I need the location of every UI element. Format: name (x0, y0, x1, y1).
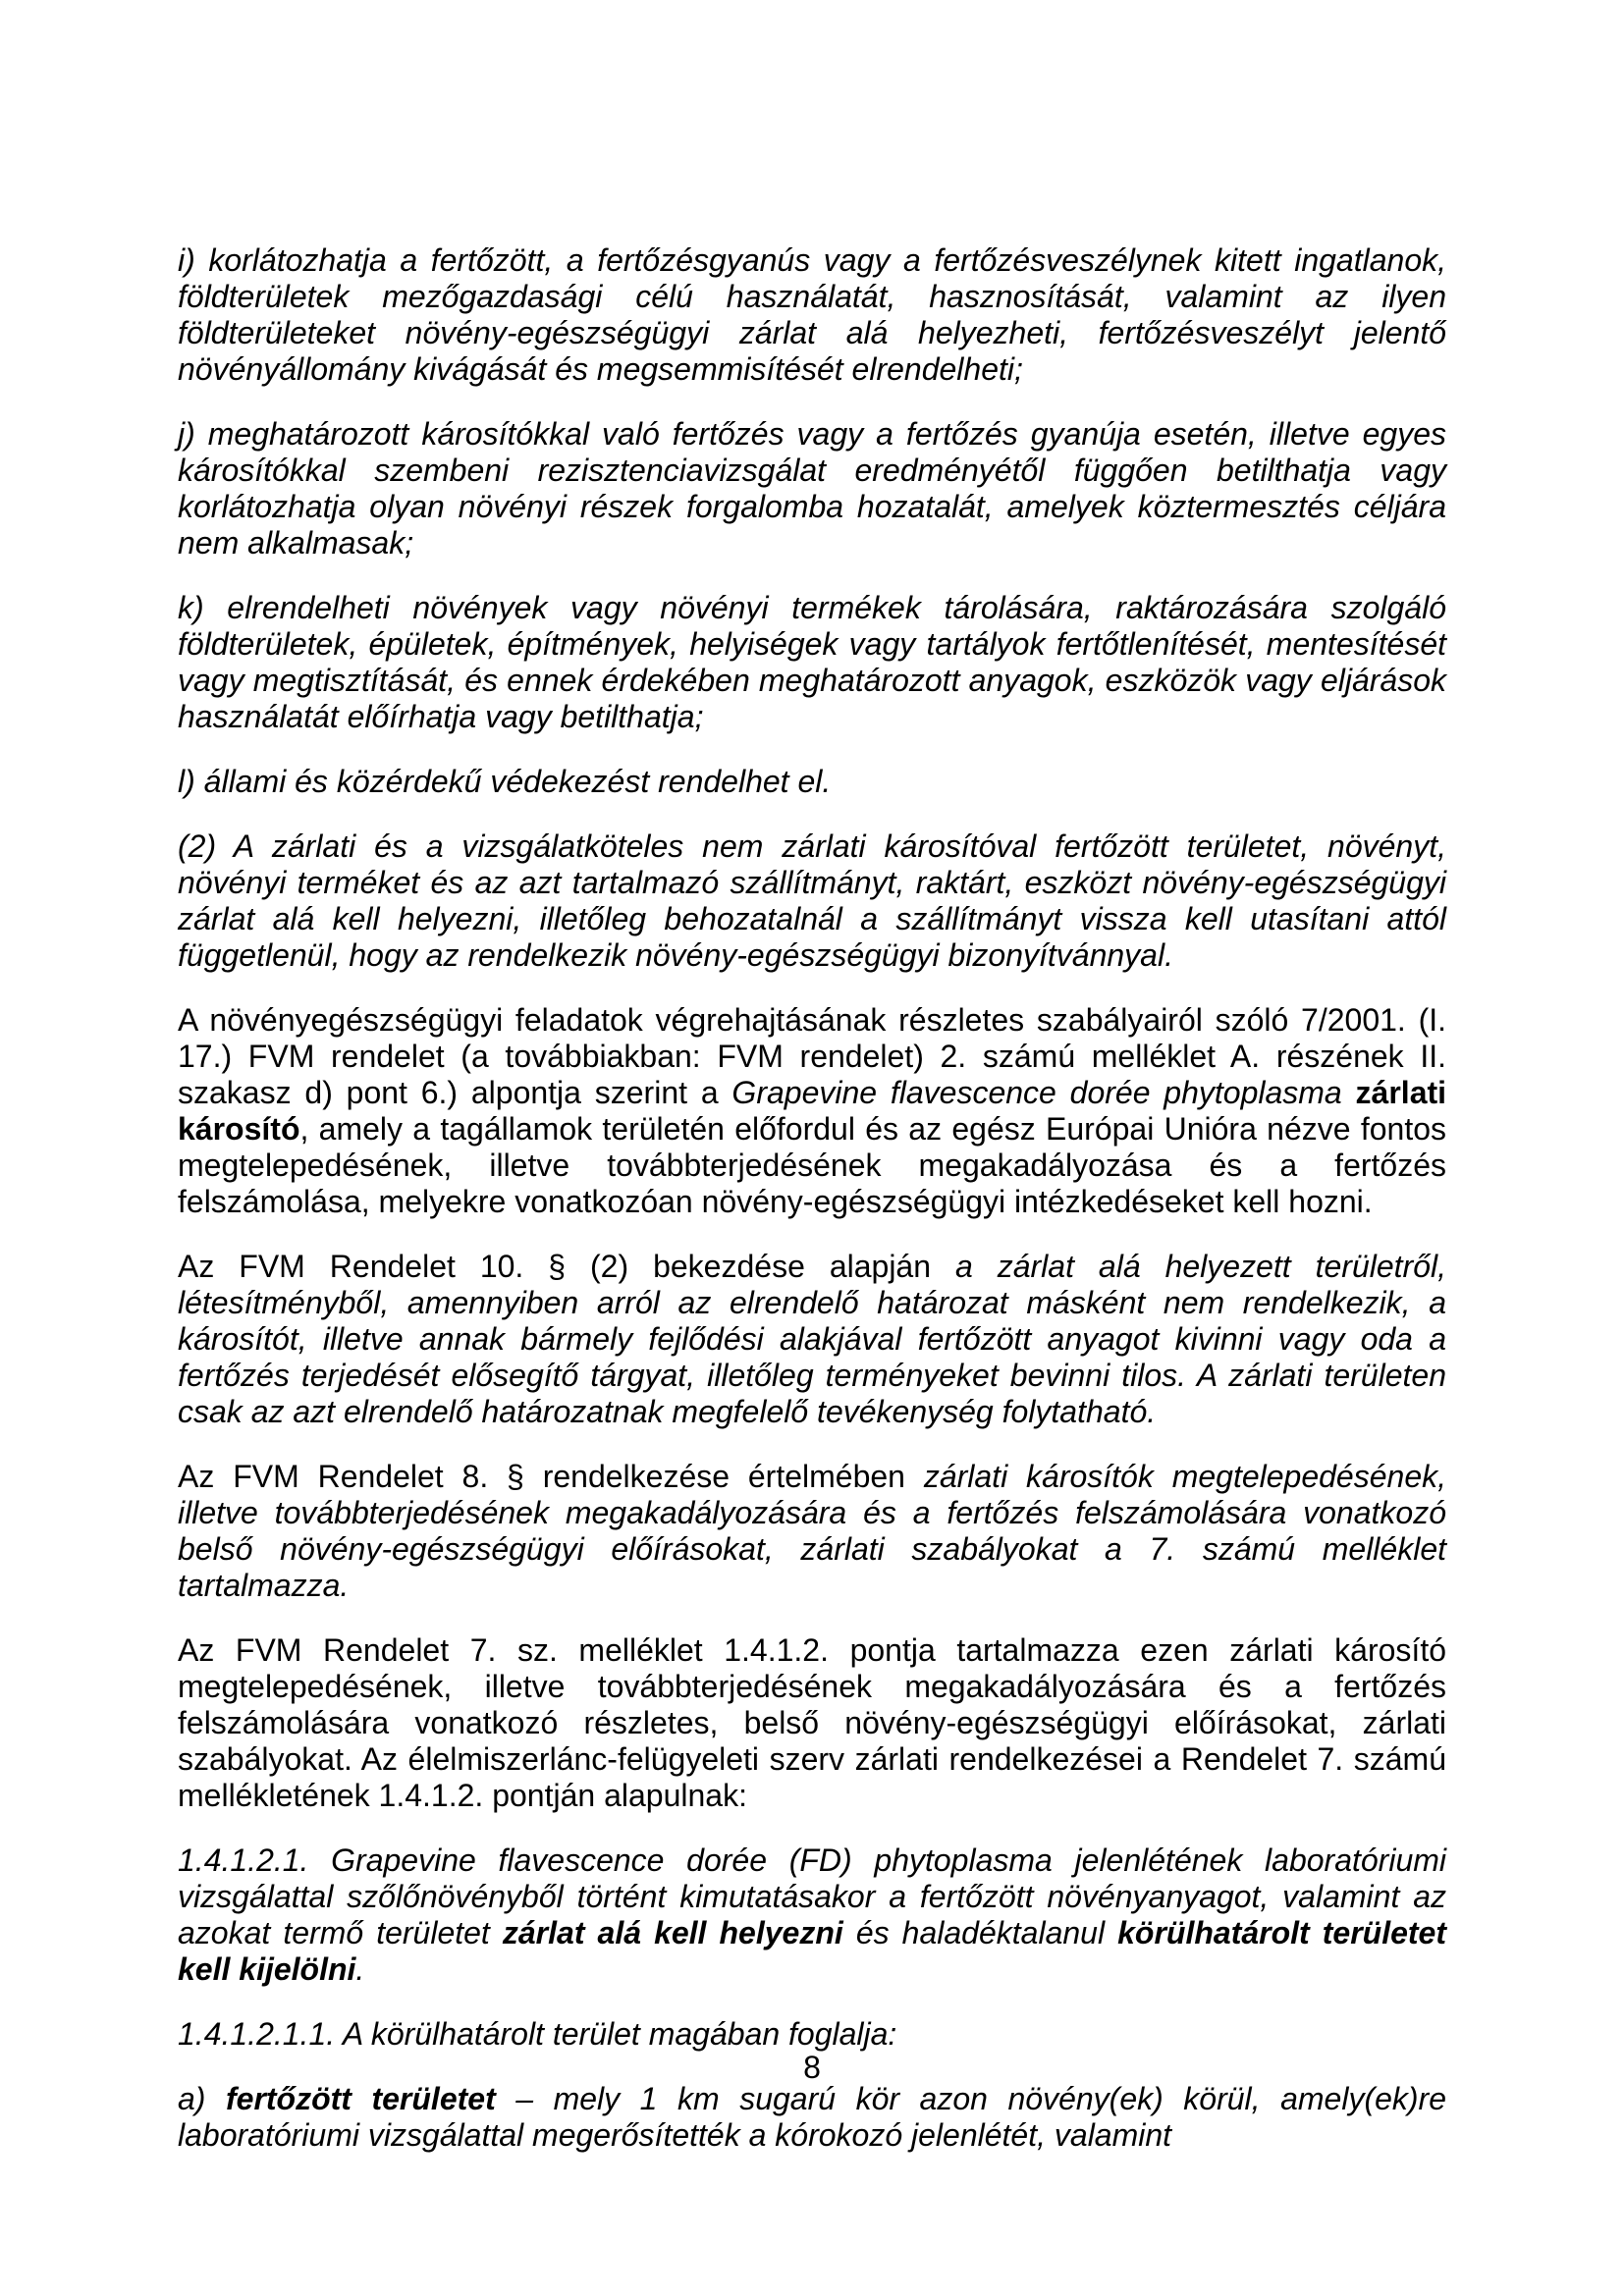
text-run: zárlati károsító (178, 1075, 1447, 1147)
paragraph-fvm-rendelet-intro (178, 1002, 1446, 1220)
paragraph-fvm-rendelet-7 (178, 1632, 1446, 1814)
text-run: Az FVM Rendelet 8. § rendelkezése értelmében (178, 1459, 924, 1494)
paragraph-item-i (178, 242, 1446, 388)
paragraph-point-a (178, 2081, 1446, 2154)
paragraph-subsection-2 (178, 828, 1446, 974)
text-run: j) meghatározott károsítókkal való fertőzés vagy a fertőzés gyanúja esetén, illetve egyes károsítókkal szembeni rezisztenciavizsgálat eredményétől függően betilthatja vagy korlátozhatja olyan növényi részek forgalomba hozatalát, amelyek köztermesztés céljára nem alkalmasak; (178, 416, 1446, 561)
text-run: Az FVM Rendelet 10. § (2) bekezdése alapján (178, 1249, 955, 1284)
text-run: körülhatárolt területet kell kijelölni (178, 1915, 1447, 1987)
text-run: a) (178, 2081, 226, 2116)
text-run: , amely a tagállamok területén előfordul és az egész Európai Unióra nézve fontos megtelepedésének, illetve továbbterjedésének megakadályozása és a fertőzés felszámolása, melyekre vonatkozóan növény-egészségügyi intézkedéseket kell hozni. (178, 1111, 1446, 1219)
text-run: – mely 1 km sugarú kör azon növény(ek) körül, amely(ek)re laboratóriumi vizsgálattal megerősítették a kórokozó jelenlétét, valamint (178, 2081, 1447, 2153)
text-run: fertőzött területet (225, 2081, 496, 2116)
page-number: 8 (803, 2050, 821, 2085)
text-run: zárlat alá kell helyezni (502, 1915, 843, 1950)
text-run: a zárlat alá helyezett területről, létesítményből, amennyiben arról az elrendelő határozat másként nem rendelkezik, a károsítót, illetve annak bármely fejlődési alakjával fertőzött anyagot kivinni vagy oda a fertőzés terjedését elősegítő tárgyat, illetőleg terményeket bevinni tilos. A zárlati területen csak az azt elrendelő határozatnak megfelelő tevékenység folytatható. (178, 1249, 1447, 1429)
document-body (178, 242, 1446, 2182)
text-run: l) állami és közérdekű védekezést rendelhet el. (178, 764, 832, 799)
paragraph-item-l (178, 764, 1446, 800)
text-run: Grapevine flavescence dorée phytoplasma (731, 1075, 1342, 1110)
paragraph-fvm-rendelet-8 (178, 1459, 1446, 1604)
text-run: k) elrendelheti növények vagy növényi termékek tárolására, raktározására szolgáló földterületek, épületek, építmények, helyiségek vagy tartályok fertőtlenítését, mentesítését vagy megtisztítását, és ennek érdekében meghatározott anyagok, eszközök vagy eljárások használatát előírhatja vagy betilthatja; (178, 590, 1446, 734)
text-run: A növényegészségügyi feladatok végrehajtásának részletes szabályairól szóló 7/2001. (I. 17.) FVM rendelet (a továbbiakban: FVM rendelet) 2. számú melléklet A. részének II. szakasz d) pont 6.) alpontja szerint a (178, 1002, 1446, 1110)
text-run: i) korlátozhatja a fertőzött, a fertőzésgyanús vagy a fertőzésveszélynek kitett ingatlanok, földterületek mezőgazdasági célú használatát, hasznosítását, valamint az ilyen földterületeket növény-egészségügyi zárlat alá helyezheti, fertőzésveszélyt jelentő növényállomány kivágását és megsemmisítését elrendelheti; (178, 242, 1446, 387)
paragraph-item-j (178, 416, 1446, 561)
text-run: (2) A zárlati és a vizsgálatköteles nem zárlati károsítóval fertőzött területet, növényt, növényi terméket és az azt tartalmazó szállítmányt, raktárt, eszközt növény-egészségügyi zárlat alá kell helyezni, illetőleg behozatalnál a szállítmányt vissza kell utasítani attól függetlenül, hogy az rendelkezik növény-egészségügyi bizonyítvánnyal. (178, 828, 1446, 973)
text-run: . (355, 1951, 365, 1987)
paragraph-1-4-1-2-1 (178, 1842, 1446, 1988)
paragraph-fvm-rendelet-10 (178, 1249, 1446, 1430)
paragraph-item-k (178, 590, 1446, 735)
text-run: 1.4.1.2.1. Grapevine flavescence dorée (FD) phytoplasma jelenlétének laboratóriumi vizsgálattal szőlőnövényből történt kimutatásakor a fertőzött növényanyagot, valamint az azokat termő területet (178, 1842, 1446, 1950)
text-run (1342, 1075, 1356, 1110)
paragraph-1-4-1-2-1-1 (178, 2016, 1446, 2053)
text-run: 1.4.1.2.1.1. A körülhatárolt terület magában foglalja: (178, 2016, 897, 2052)
text-run: zárlati károsítók megtelepedésének, illetve továbbterjedésének megakadályozására és a fertőzés felszámolására vonatkozó belső növény-egészségügyi előírásokat, zárlati szabályokat a 7. számú melléklet tartalmazza. (178, 1459, 1446, 1603)
text-run: Az FVM Rendelet 7. sz. melléklet 1.4.1.2. pontja tartalmazza ezen zárlati károsító megtelepedésének, illetve továbbterjedésének megakadályozására és a fertőzés felszámolására vonatkozó részletes, belső növény-egészségügyi előírásokat, zárlati szabályokat. Az élelmiszerlánc-felügyeleti szerv zárlati rendelkezései a Rendelet 7. számú mellékletének 1.4.1.2. pontján alapulnak: (178, 1632, 1446, 1813)
text-run: és haladéktalanul (842, 1915, 1118, 1950)
